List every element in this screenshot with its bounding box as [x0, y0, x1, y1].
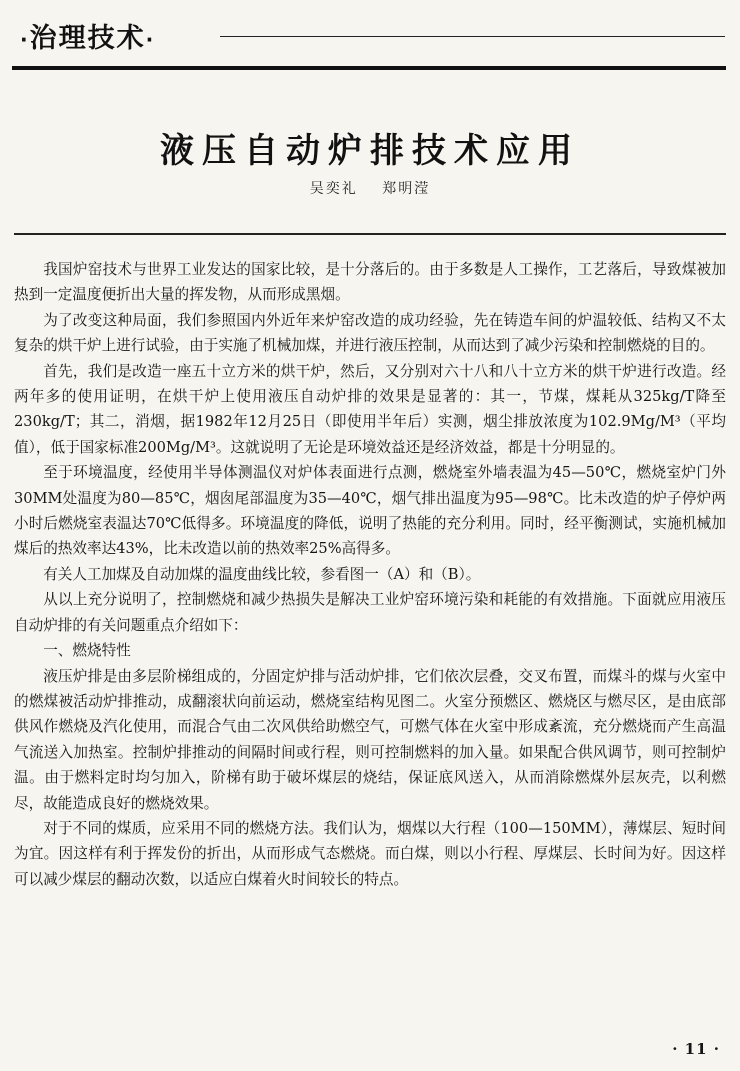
header-rule	[220, 36, 725, 37]
article-body	[14, 257, 726, 892]
section-header	[20, 14, 725, 58]
paragraph: 对于不同的煤质，应采用不同的燃烧方法。我们认为，烟煤以大行程（100—150MM），薄煤层、短时间为宜。因这样有利于挥发份的折出，从而形成气态燃烧。而白煤，则以小行程、厚煤层、长时间为好。因这样可以减少煤层的翻动次数，以适应白煤着火时间较长的特点。	[14, 819, 726, 888]
paragraph: 有关人工加煤及自动加煤的温度曲线比较，参看图一（A）和（B）。	[43, 565, 481, 583]
header-dot: ·	[20, 27, 30, 52]
paragraph: 液压炉排是由多层阶梯组成的，分固定炉排与活动炉排，它们依次层叠，交叉布置，而煤斗的煤与火室中的燃煤被活动炉排推动，成翻滚状向前运动，燃烧室结构见图二。火室分预燃区、燃烧区与燃尽区，是由底部供风作燃烧及汽化使用，而混合气由二次风供给助燃空气，可燃气体在火室中形成紊流，充分燃烧而产生高温气流送入加热室。控制炉排推动的间隔时间或行程，则可控制燃料的加入量。如果配合供风调节，则可控制炉温。由于燃料定时均匀加入，阶梯有助于破坏煤层的烧结，保证底风送入，从而消除燃煤外层灰壳，以利燃尽，故能造成良好的燃烧效果。	[14, 667, 726, 812]
paragraph: 从以上充分说明了，控制燃烧和减少热损失是解决工业炉窑环境污染和耗能的有效措施。下面就应用液压自动炉排的有关问题重点介绍如下：	[14, 591, 726, 634]
section-label	[20, 16, 155, 55]
paragraph: 我国炉窑技术与世界工业发达的国家比较，是十分落后的。由于多数是人工操作，工艺落后，导致煤被加热到一定温度便折出大量的挥发物，从而形成黑烟。	[14, 261, 726, 304]
paragraph: 首先，我们是改造一座五十立方米的烘干炉，然后，又分别对六十八和八十立方米的烘干炉进行改造。经两年多的使用证明，在烘干炉上使用液压自动炉排的效果是显著的：其一，节煤，煤耗从325kg/T降至230kg/T；其二，消烟，据1982年12月25日（即使用半年后）实测，烟尘排放浓度为102.9Mg/M³（平均值），低于国家标准200Mg/M³。这就说明了无论是环境效益还是经济效益，都是十分明显的。	[14, 362, 726, 456]
paragraph: 为了改变这种局面，我们参照国内外近年来炉窑改造的成功经验，先在铸造车间的炉温较低、结构又不太复杂的烘干炉上进行试验，由于实施了机械加煤，并进行液压控制，从而达到了减少污染和控制燃烧的目的。	[14, 311, 726, 355]
page-number: · 11 ·	[672, 1040, 720, 1058]
header-dot-trailing: ·	[145, 27, 156, 52]
article-authors: 吴奕礼 郑明滢	[309, 181, 431, 197]
section-label-text: 治理技术	[29, 23, 146, 54]
section-heading: 一、燃烧特性	[43, 642, 131, 660]
top-rule	[12, 66, 726, 70]
paragraph: 至于环境温度，经使用半导体测温仪对炉体表面进行点测，燃烧室外墙表温为45—50℃，燃烧室炉门外30MM处温度为80—85℃，烟囱尾部温度为35—40℃，烟气排出温度为95—98℃。比未改造的炉子停炉两小时后燃烧室表温达70℃低得多。环境温度的降低，说明了热能的充分利用。同时，经平衡测试，实施机械加煤后的热效率达43%，比未改造以前的热效率25%高得多。	[14, 464, 726, 558]
title-divider	[14, 233, 726, 235]
article-title: 液压自动炉排技术应用	[160, 130, 580, 171]
